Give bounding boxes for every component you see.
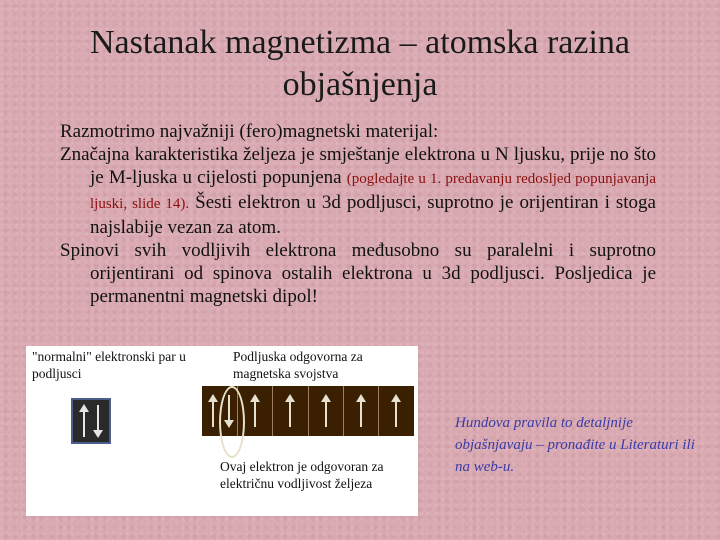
- up-arrow-icon: [78, 403, 90, 439]
- up-arrow-icon: [284, 393, 296, 429]
- paragraph-iron-text-b: Šesti elektron u 3d podljusci, suprotno je orijentiran i stoga najslabije vezan za atom.: [90, 192, 656, 238]
- up-arrow-icon: [320, 393, 332, 429]
- label-subshell: Podljuska odgovorna za magnetska svojstva: [233, 349, 363, 381]
- up-arrow-icon: [207, 393, 219, 429]
- label-conduction-electron: Ovaj elektron je odgovoran za električnu vodljivost željeza: [220, 459, 384, 491]
- paragraph-spins: Spinovi svih vodljivih elektrona međusobno su paralelni i suprotno orijentirani od spinova ostalih elektrona u 3d podljusci. Posljedica je permanentni magnetski dipol!: [60, 240, 656, 307]
- electron-diagram: [26, 346, 418, 516]
- paragraph-iron-text-a: Značajna karakteristika željeza je smještanje elektrona u N ljusku, prije no što je M-ljuska u cijelosti popunjena: [60, 144, 656, 188]
- hund-rules-note: Hundova pravila to detaljnije objašnjavaju – pronađite u Literaturi ili na web-u.: [455, 415, 695, 475]
- slide-body: [60, 120, 656, 308]
- paragraph-iron: [60, 143, 656, 239]
- up-arrow-icon: [355, 393, 367, 429]
- down-arrow-icon: [92, 403, 104, 439]
- up-arrow-icon: [249, 393, 261, 429]
- paragraph-intro: Razmotrimo najvažniji (fero)magnetski materijal:: [60, 121, 439, 142]
- up-arrow-icon: [390, 393, 402, 429]
- electron-pair-box: [71, 398, 111, 444]
- label-electron-pair: "normalni" elektronski par u podljusci: [32, 349, 186, 381]
- highlight-ellipse: [219, 386, 245, 458]
- reference-note: (pogledajte u 1. predavanju redosljed popunjavanja ljuski, slide 14).: [90, 171, 656, 212]
- slide-title: Nastanak magnetizma – atomska razina objašnjenja: [90, 24, 630, 103]
